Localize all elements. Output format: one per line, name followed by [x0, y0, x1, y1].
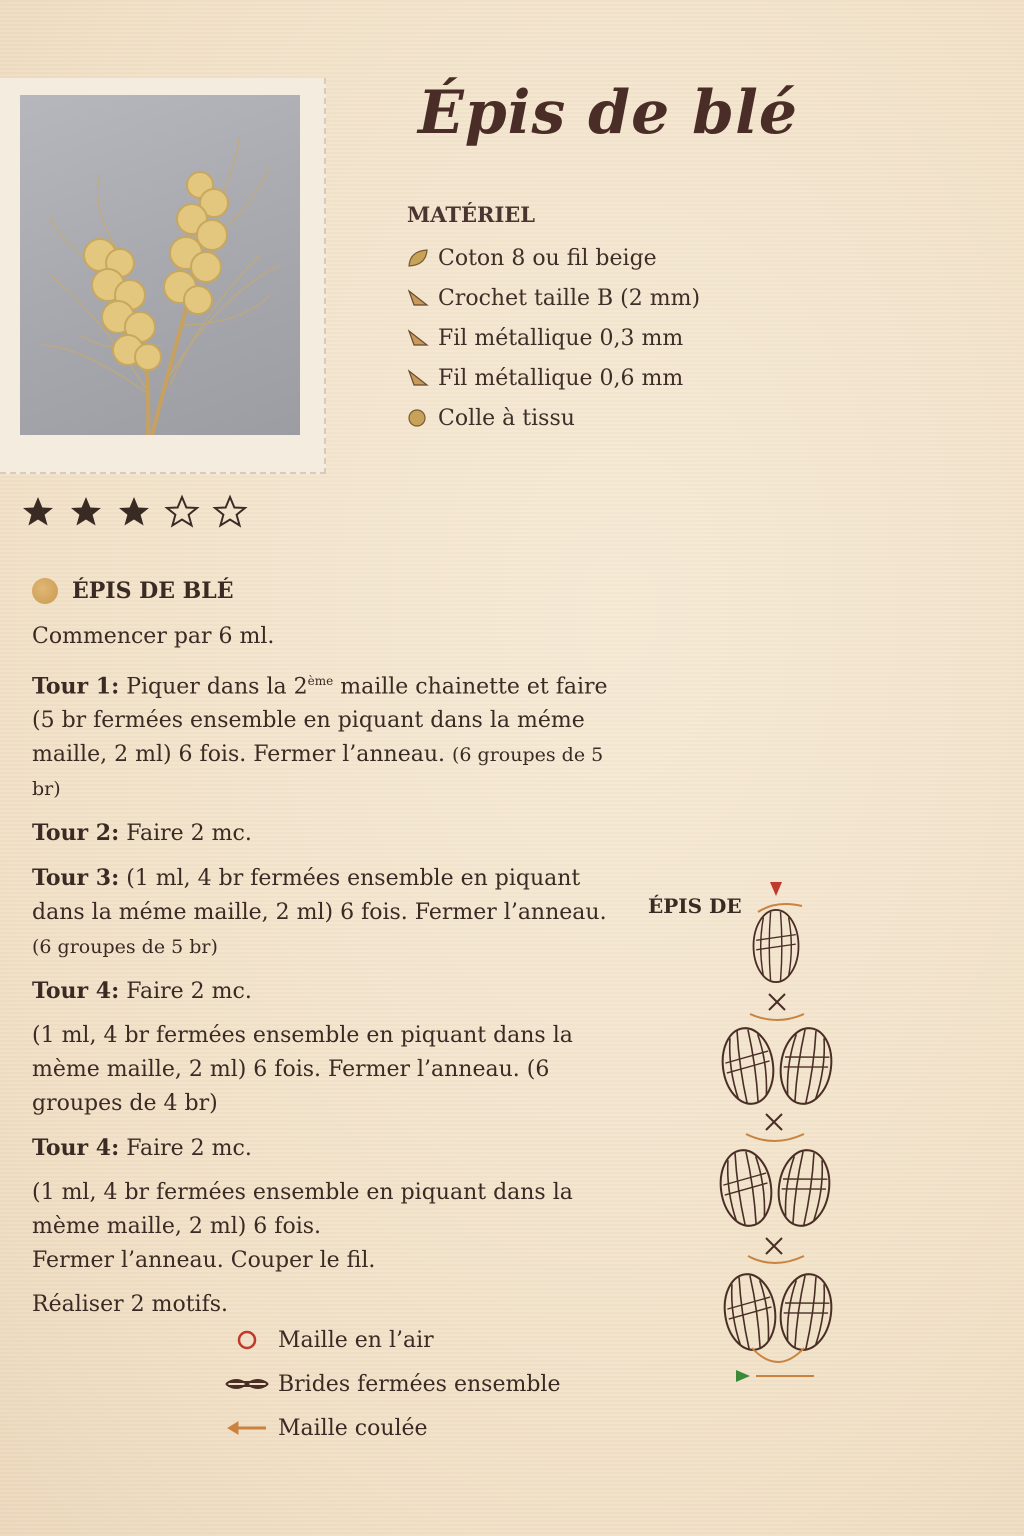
material-item — [406, 358, 700, 398]
material-item — [406, 238, 700, 278]
paragraph: Fermer l’anneau. Couper le fil. — [32, 1248, 376, 1274]
star-empty-icon — [212, 494, 248, 530]
page-title: Épis de blé — [418, 78, 799, 148]
chain-stitch-icon — [233, 1328, 261, 1352]
intro-text: Commencer par 6 ml. — [32, 624, 275, 649]
material-label: Colle à tissu — [438, 405, 575, 431]
star-filled-icon — [116, 494, 152, 530]
legend-label: Maille en l’air — [278, 1327, 434, 1353]
material-label: Crochet taille B (2 mm) — [438, 285, 701, 311]
tour-note: (6 groupes de 5 br) — [32, 744, 604, 801]
hook-icon — [406, 287, 430, 309]
wire-icon — [406, 327, 430, 349]
materials-heading: MATÉRIEL — [407, 202, 536, 227]
yarn-ball-icon — [32, 578, 58, 604]
wheat-illustration — [20, 95, 300, 435]
paragraph: (1 ml, 4 br fermées ensemble en piquant dans la mème maille, 2 ml) 6 fois. Fermer l’anneau. (6 groupes de 4 br) — [32, 1023, 573, 1117]
tour-note: (6 groupes de 5 br) — [32, 936, 218, 959]
wire-icon — [406, 367, 430, 389]
tour-1 — [32, 664, 632, 806]
legend-label: Maille coulée — [278, 1415, 428, 1441]
tour-3 — [32, 861, 612, 964]
photo-frame — [0, 78, 326, 474]
section-heading-text: ÉPIS DE BLÉ — [72, 578, 234, 604]
star-filled-icon — [68, 494, 104, 530]
paragraph: Réaliser 2 motifs. — [32, 1292, 228, 1318]
tour-text: Faire 2 mc. — [119, 1136, 252, 1162]
tour-label: Tour 4: — [32, 978, 120, 1005]
end-marker — [736, 1370, 750, 1382]
star-filled-icon — [20, 494, 56, 530]
tour-text: Piquer dans la 2 — [119, 674, 308, 700]
paragraph: (1 ml, 4 br fermées ensemble en piquant dans la mème maille, 2 ml) 6 fois. — [32, 1180, 573, 1240]
tour-label: Tour 2: — [32, 820, 120, 847]
slip-stitch-icon — [224, 1416, 270, 1440]
material-label: Coton 8 ou fil beige — [438, 245, 657, 271]
legend-label: Brides fermées ensemble — [278, 1371, 561, 1397]
instructions — [32, 620, 632, 1332]
material-item — [406, 398, 700, 438]
tour-4b — [32, 1131, 632, 1166]
tour-label: Tour 1: — [32, 673, 120, 700]
legend-row — [222, 1318, 560, 1362]
difficulty-rating — [20, 494, 248, 530]
stitch-legend — [222, 1318, 560, 1450]
legend-row — [222, 1406, 560, 1450]
material-label: Fil métallique 0,3 mm — [438, 325, 684, 351]
start-marker — [770, 882, 782, 896]
materials-list — [406, 238, 700, 438]
material-label: Fil métallique 0,6 mm — [438, 365, 684, 391]
tour-label: Tour 4: — [32, 1135, 120, 1162]
material-item — [406, 318, 700, 358]
tour-4 — [32, 974, 632, 1009]
crochet-diagram — [700, 876, 860, 1396]
tour-text: (1 ml, 4 br fermées ensemble en piquant dans la méme maille, 2 ml) 6 fois. Fermer l’anneau. — [32, 866, 607, 926]
tour-label: Tour 3: — [32, 865, 120, 892]
wheat-photo — [20, 95, 300, 435]
legend-row — [222, 1362, 560, 1406]
star-empty-icon — [164, 494, 200, 530]
tour-2 — [32, 816, 632, 851]
superscript: ème — [307, 674, 334, 688]
section-heading — [32, 578, 234, 604]
cluster-stitch-icon — [224, 1372, 270, 1396]
material-item — [406, 278, 700, 318]
diagram-title: ÉPIS DE — [648, 894, 742, 918]
tour-text: maille chainette et faire (5 br fermées ensemble en piquant dans la méme maille, 2 ml) 6 fois. Fermer l’anneau. — [32, 674, 608, 768]
tour-text: Faire 2 mc. — [119, 821, 252, 847]
thread-icon — [406, 247, 430, 269]
glue-icon — [406, 407, 430, 429]
tour-text: Faire 2 mc. — [119, 979, 252, 1005]
